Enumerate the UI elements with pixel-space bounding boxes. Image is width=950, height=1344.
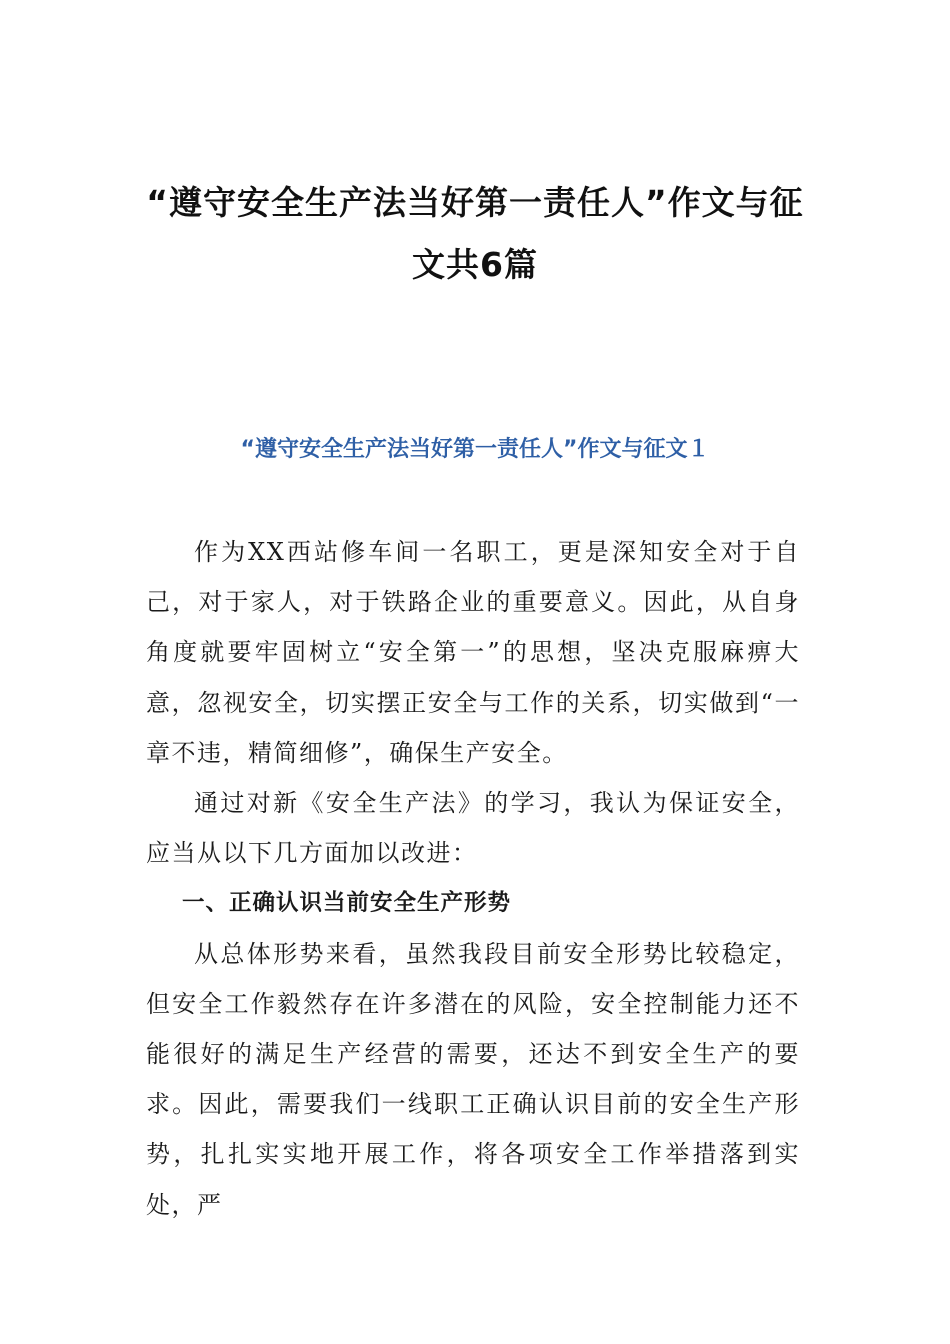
section-title: “遵守安全生产法当好第一责任人”作文与征文１ <box>240 437 710 462</box>
paragraph: 作为XX西站修车间一名职工，更是深知安全对于自己，对于家人，对于铁路企业的重要意义。因此，从自身角度就要牢固树立“安全第一”的思想，坚决克服麻痹大意，忽视安全，切实摆正安全与工作的关系，切实做到“一章不违，精简细修”，确保生产安全。 <box>146 538 800 767</box>
document-title: “遵守安全生产法当好第一责任人”作文与征文共6篇 <box>146 183 804 284</box>
paragraph: 从总体形势来看，虽然我段目前安全形势比较稳定，但安全工作毅然存在许多潜在的风险，安全控制能力还不能很好的满足生产经营的需要，还达不到安全生产的要求。因此，需要我们一线职工正确认识目前的安全生产形势，扎扎实实地开展工作，将各项安全工作举措落到实处，严 <box>146 939 800 1219</box>
subheading: 一、正确认识当前安全生产形势 <box>182 890 512 917</box>
paragraph: 通过对新《安全生产法》的学习，我认为保证安全，应当从以下几方面加以改进： <box>146 789 800 868</box>
document-body <box>146 527 800 1230</box>
